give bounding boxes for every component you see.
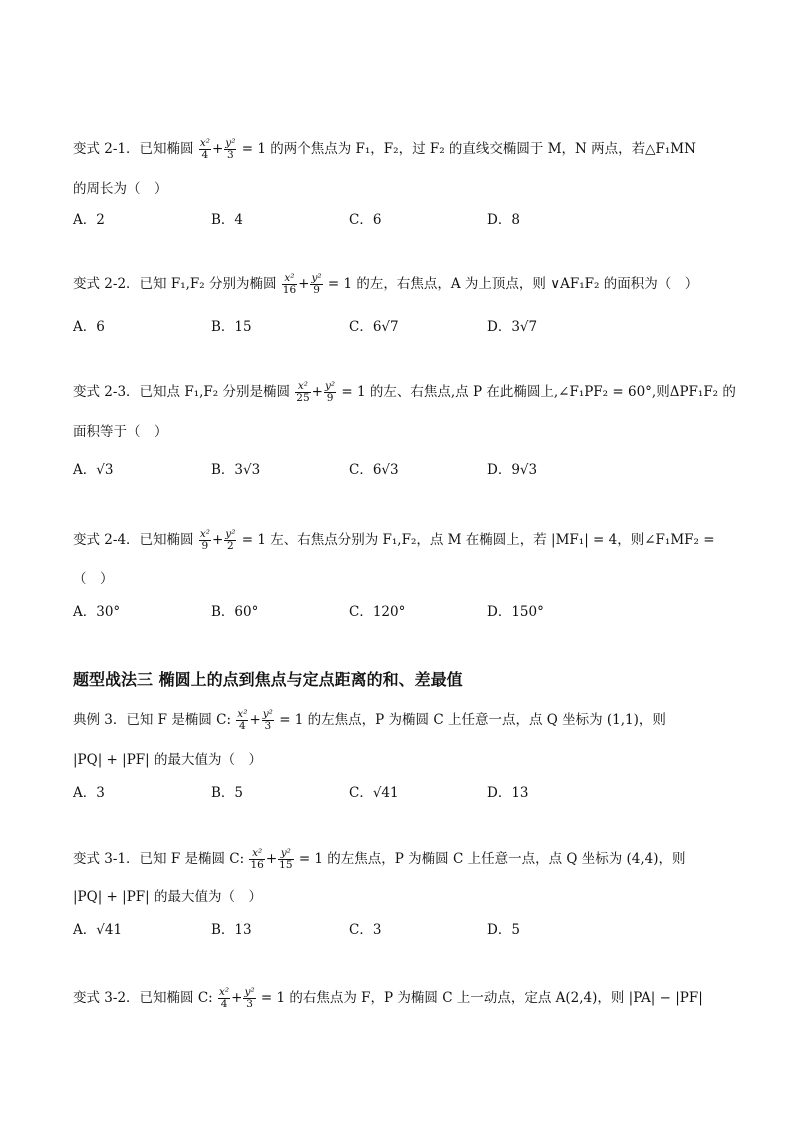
numerator: y² (311, 272, 322, 284)
option-a[interactable]: A．√3 (73, 462, 114, 478)
question-text: 典例 3．已知 F 是椭圆 C: (73, 712, 231, 728)
numerator: x² (249, 848, 264, 860)
numerator: y² (225, 137, 236, 149)
section-heading: 题型战法三 椭圆上的点到焦点与定点距离的和、差最值 (73, 670, 463, 689)
question-text: = 1 的左，右焦点，A 为上顶点，则 ∨AF₁F₂ 的面积为（ ） (327, 276, 699, 292)
question-v2-4-line2: （ ） (73, 571, 114, 587)
denominator: 4 (239, 720, 246, 732)
question-v2-1-line1 (73, 137, 696, 161)
option-d[interactable]: D．5 (487, 922, 520, 938)
numerator: y² (225, 528, 236, 540)
question-v2-1-line2: 的周长为（ ） (73, 181, 168, 197)
denominator: 2 (227, 540, 234, 552)
numerator: x² (199, 528, 210, 540)
option-c[interactable]: C．120° (349, 604, 406, 620)
question-text: = 1 的左、右焦点,点 P 在此椭圆上,∠F₁PF₂ = 60°,则ΔPF₁F₂ 的 (341, 384, 736, 400)
option-a[interactable]: A．3 (73, 785, 105, 801)
option-d[interactable]: D．8 (487, 212, 520, 228)
fraction (199, 529, 211, 552)
numerator: x² (199, 137, 210, 149)
question-v3-1-line2: |PQ| + |PF| 的最大值为（ ） (73, 889, 262, 905)
denominator: 4 (201, 149, 209, 161)
numerator: x² (219, 986, 230, 998)
question-text: 变式 2-4．已知椭圆 (73, 532, 194, 548)
numerator: x² (295, 381, 310, 393)
question-text: = 1 的两个焦点为 F₁，F₂，过 F₂ 的直线交椭圆于 M，N 两点，若△F₁MN (241, 141, 696, 157)
denominator: 3 (264, 720, 272, 732)
plus: + (211, 532, 224, 548)
fraction (243, 987, 255, 1010)
question-v2-3-line1 (73, 380, 736, 404)
option-b[interactable]: B．5 (211, 785, 244, 801)
options-v2-3 (73, 458, 733, 478)
fraction (236, 709, 248, 732)
option-c[interactable]: C．6√7 (349, 319, 399, 335)
question-v3-2-line1 (73, 986, 703, 1010)
fraction (262, 709, 274, 732)
plus: + (265, 851, 278, 867)
option-b[interactable]: B．15 (211, 319, 252, 335)
option-b[interactable]: B．4 (211, 212, 244, 228)
options-v2-1 (73, 208, 733, 228)
fraction (249, 848, 264, 871)
question-text: 变式 2-2．已知 F₁,F₂ 分别为椭圆 (73, 276, 277, 292)
plus: + (311, 384, 323, 400)
denominator: 3 (246, 998, 253, 1010)
question-v2-3-line2: 面积等于（ ） (73, 424, 168, 440)
question-v3-1-line1 (73, 847, 686, 871)
denominator: 9 (201, 540, 209, 552)
option-b[interactable]: B．13 (211, 922, 252, 938)
denominator: 16 (250, 859, 264, 871)
plus: + (231, 990, 243, 1006)
options-v2-4 (73, 600, 733, 620)
option-a[interactable]: A．2 (73, 212, 105, 228)
question-v2-4-line1 (73, 528, 715, 552)
option-c[interactable]: C．6 (349, 212, 382, 228)
question-text: 变式 3-2．已知椭圆 C: (73, 990, 213, 1006)
fraction (324, 381, 336, 404)
numerator: y² (244, 986, 255, 998)
fraction (199, 138, 211, 161)
question-text: = 1 的右焦点为 F，P 为椭圆 C 上一动点，定点 A(2,4)，则 |PA| − |PF| (260, 990, 703, 1006)
numerator: y² (324, 380, 336, 392)
question-text: 变式 2-1．已知椭圆 (73, 141, 194, 157)
option-b[interactable]: B．60° (211, 604, 259, 620)
options-v2-2 (73, 315, 733, 335)
option-b[interactable]: B．3√3 (211, 462, 261, 478)
options-e3 (73, 781, 733, 801)
numerator: y² (278, 848, 293, 860)
denominator: 25 (296, 392, 310, 404)
denominator: 9 (313, 284, 320, 296)
numerator: x² (282, 273, 297, 285)
options-v3-1 (73, 918, 733, 938)
question-e3-line2: |PQ| + |PF| 的最大值为（ ） (73, 752, 262, 768)
option-a[interactable]: A．6 (73, 319, 105, 335)
denominator: 15 (279, 859, 293, 871)
option-a[interactable]: A．30° (73, 604, 121, 620)
option-d[interactable]: D．13 (487, 785, 529, 801)
fraction (218, 987, 230, 1010)
option-c[interactable]: C．√41 (349, 785, 399, 801)
fraction (310, 273, 322, 296)
option-d[interactable]: D．9√3 (487, 462, 538, 478)
fraction (224, 529, 236, 552)
numerator: y² (262, 708, 273, 720)
fraction (278, 848, 293, 871)
option-c[interactable]: C．3 (349, 922, 382, 938)
fraction (282, 273, 297, 296)
denominator: 4 (220, 998, 228, 1010)
option-d[interactable]: D．3√7 (487, 319, 538, 335)
denominator: 3 (227, 149, 234, 161)
fraction (224, 138, 236, 161)
question-text: = 1 的左焦点，P 为椭圆 C 上任意一点，点 Q 坐标为 (1,1)，则 (279, 712, 666, 728)
question-text: = 1 的左焦点，P 为椭圆 C 上任意一点，点 Q 坐标为 (4,4)，则 (298, 851, 686, 867)
plus: + (298, 276, 310, 292)
option-c[interactable]: C．6√3 (349, 462, 399, 478)
plus: + (249, 712, 261, 728)
denominator: 16 (282, 284, 297, 296)
plus: + (211, 141, 224, 157)
numerator: x² (237, 708, 248, 720)
question-e3-line1 (73, 708, 666, 732)
option-a[interactable]: A．√41 (73, 922, 123, 938)
question-text: 变式 2-3．已知点 F₁,F₂ 分别是椭圆 (73, 384, 290, 400)
question-v2-2-line1 (73, 272, 698, 296)
question-text: 变式 3-1．已知 F 是椭圆 C: (73, 851, 245, 867)
fraction (295, 381, 310, 404)
question-text: = 1 左、右焦点分别为 F₁,F₂，点 M 在椭圆上，若 |MF₁| = 4，则∠F₁MF₂ = (241, 532, 715, 548)
denominator: 9 (326, 392, 334, 404)
option-d[interactable]: D．150° (487, 604, 544, 620)
